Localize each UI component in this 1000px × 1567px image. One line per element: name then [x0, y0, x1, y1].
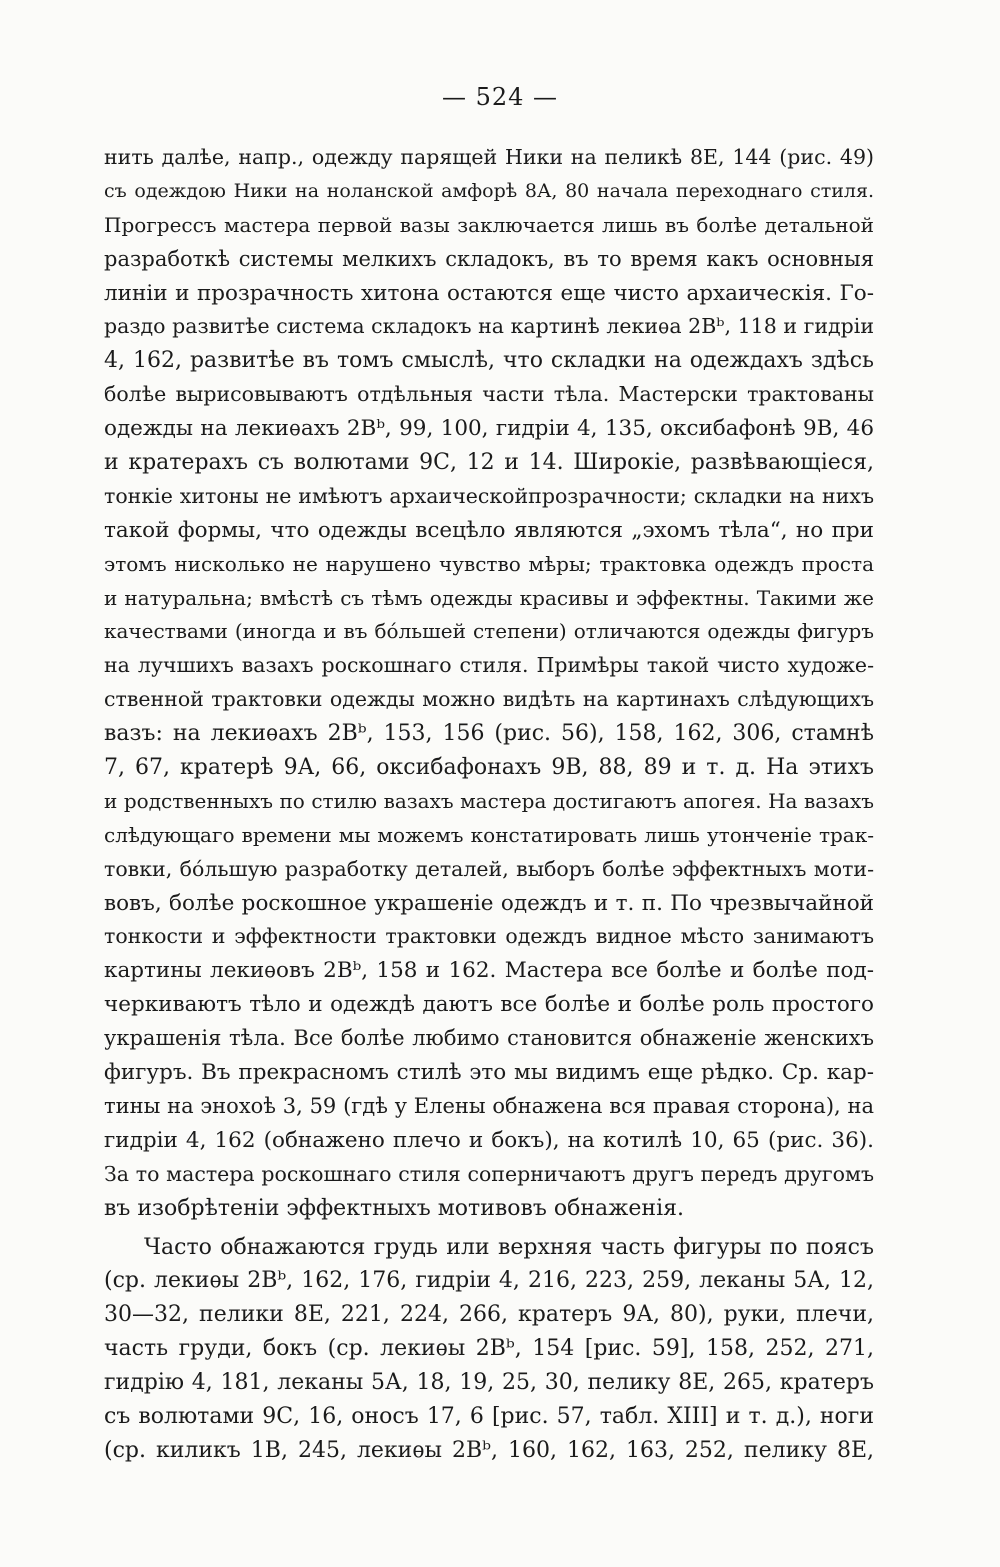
text-line: въ изобрѣтеніи эффектныхъ мотивовъ обнаженія. [104, 1195, 684, 1221]
text-line: вазъ: на лекиѳахъ 2Вᵇ, 153, 156 (рис. 56), 158, 162, 306, стамнѣ [104, 721, 874, 747]
text-line: гидріи 4, 162 (обнажено плечо и бокъ), на котилѣ 10, 65 (рис. 36). [104, 1127, 874, 1153]
text-line: на лучшихъ вазахъ роскошнаго стиля. Примѣры такой чисто художе- [104, 653, 874, 678]
text-line: такой формы, что одежды всецѣло являются „эхомъ тѣла“, но при [104, 517, 874, 543]
text-line: Прогрессъ мастера первой вазы заключается лишь въ болѣе детальной [104, 212, 874, 237]
body-text [104, 141, 874, 1468]
text-line: тонкости и эффектности трактовки одеждъ видное мѣсто занимаютъ [104, 924, 874, 949]
text-line: За то мастера роскошнаго стиля соперничаютъ другъ передъ другомъ [104, 1161, 874, 1186]
text-line: съ одеждою Ники на ноланской амфорѣ 8А, 80 начала переходнаго стиля. [104, 179, 874, 202]
text-line: болѣе вырисовываютъ отдѣльныя части тѣла. Мастерски трактованы [104, 382, 874, 407]
text-line: Часто обнажаются грудь или верхняя часть фигуры по поясъ [144, 1234, 874, 1260]
text-line: нить далѣе, напр., одежду парящей Ники на пеликѣ 8Е, 144 (рис. 49) [104, 145, 874, 169]
text-line: товки, бо́льшую разработку деталей, выборъ болѣе эффектныхъ моти- [104, 856, 874, 881]
text-line: ственной трактовки одежды можно видѣть на картинахъ слѣдующихъ [104, 687, 874, 712]
text-line: картины лекиѳовъ 2Вᵇ, 158 и 162. Мастера все болѣе и болѣе под- [104, 958, 874, 984]
text-line: съ волютами 9С, 16, оносъ 17, 6 [рис. 57, табл. XIII] и т. д.), ноги [104, 1403, 874, 1429]
text-line: слѣдующаго времени мы можемъ констатировать лишь утонченіе трак- [104, 822, 874, 847]
text-line: черкиваютъ тѣло и одеждѣ даютъ все болѣе и болѣе роль простого [104, 992, 874, 1018]
text-line: этомъ нисколько не нарушено чувство мѣры; трактовка одеждъ проста [104, 551, 874, 576]
text-line: качествами (иногда и въ бо́льшей степени) отличаются одежды фигуръ [104, 619, 874, 644]
text-line: 30—32, пелики 8Е, 221, 224, 266, кратеръ 9А, 80), руки, плечи, [104, 1302, 874, 1328]
text-line: раздо развитѣе система складокъ на картинѣ лекиѳа 2Вᵇ, 118 и гидріи [104, 314, 874, 339]
text-line: разработкѣ системы мелкихъ складокъ, въ то время какъ основныя [104, 246, 874, 271]
text-line: вовъ, болѣе роскошное украшеніе одеждъ и т. п. По чрезвычайной [104, 890, 874, 916]
text-line: фигуръ. Въ прекрасномъ стилѣ это мы видимъ еще рѣдко. Ср. кар- [104, 1060, 874, 1086]
text-line: 7, 67, кратерѣ 9А, 66, оксибафонахъ 9В, 88, 89 и т. д. На этихъ [104, 755, 874, 781]
text-line: и родственныхъ по стилю вазахъ мастера достигаютъ апогея. На вазахъ [104, 788, 874, 813]
text-line: (ср. лекиѳы 2Вᵇ, 162, 176, гидріи 4, 216, 223, 259, леканы 5А, 12, [104, 1268, 874, 1294]
text-line: одежды на лекиѳахъ 2Вᵇ, 99, 100, гидріи 4, 135, оксибафонѣ 9В, 46 [104, 416, 874, 442]
text-line: линіи и прозрачность хитона остаются еще чисто архаическія. Го- [104, 280, 874, 306]
text-line: 4, 162, развитѣе въ томъ смыслѣ, что складки на одеждахъ здѣсь [104, 348, 874, 374]
text-line: (ср. киликъ 1В, 245, лекиѳы 2Вᵇ, 160, 162, 163, 252, пелику 8Е, [104, 1437, 874, 1463]
text-line: и натуральна; вмѣстѣ съ тѣмъ одежды красивы и эффектны. Такими же [104, 585, 874, 610]
text-line: тины на энохоѣ 3, 59 (гдѣ у Елены обнажена вся правая сторона), на [104, 1093, 874, 1118]
text-line: гидрію 4, 181, леканы 5А, 18, 19, 25, 30, пелику 8Е, 265, кратеръ [104, 1370, 874, 1396]
page-number: — 524 — [441, 83, 559, 111]
text-line: тонкіе хитоны не имѣютъ архаическойпрозрачности; складки на нихъ [104, 483, 874, 508]
text-line: часть груди, бокъ (ср. лекиѳы 2Вᵇ, 154 [рис. 59], 158, 252, 271, [104, 1336, 874, 1362]
text-line: украшенія тѣла. Все болѣе любимо становится обнаженіе женскихъ [104, 1026, 874, 1051]
text-line: и кратерахъ съ волютами 9С, 12 и 14. Широкіе, развѣвающіеся, [104, 450, 874, 476]
